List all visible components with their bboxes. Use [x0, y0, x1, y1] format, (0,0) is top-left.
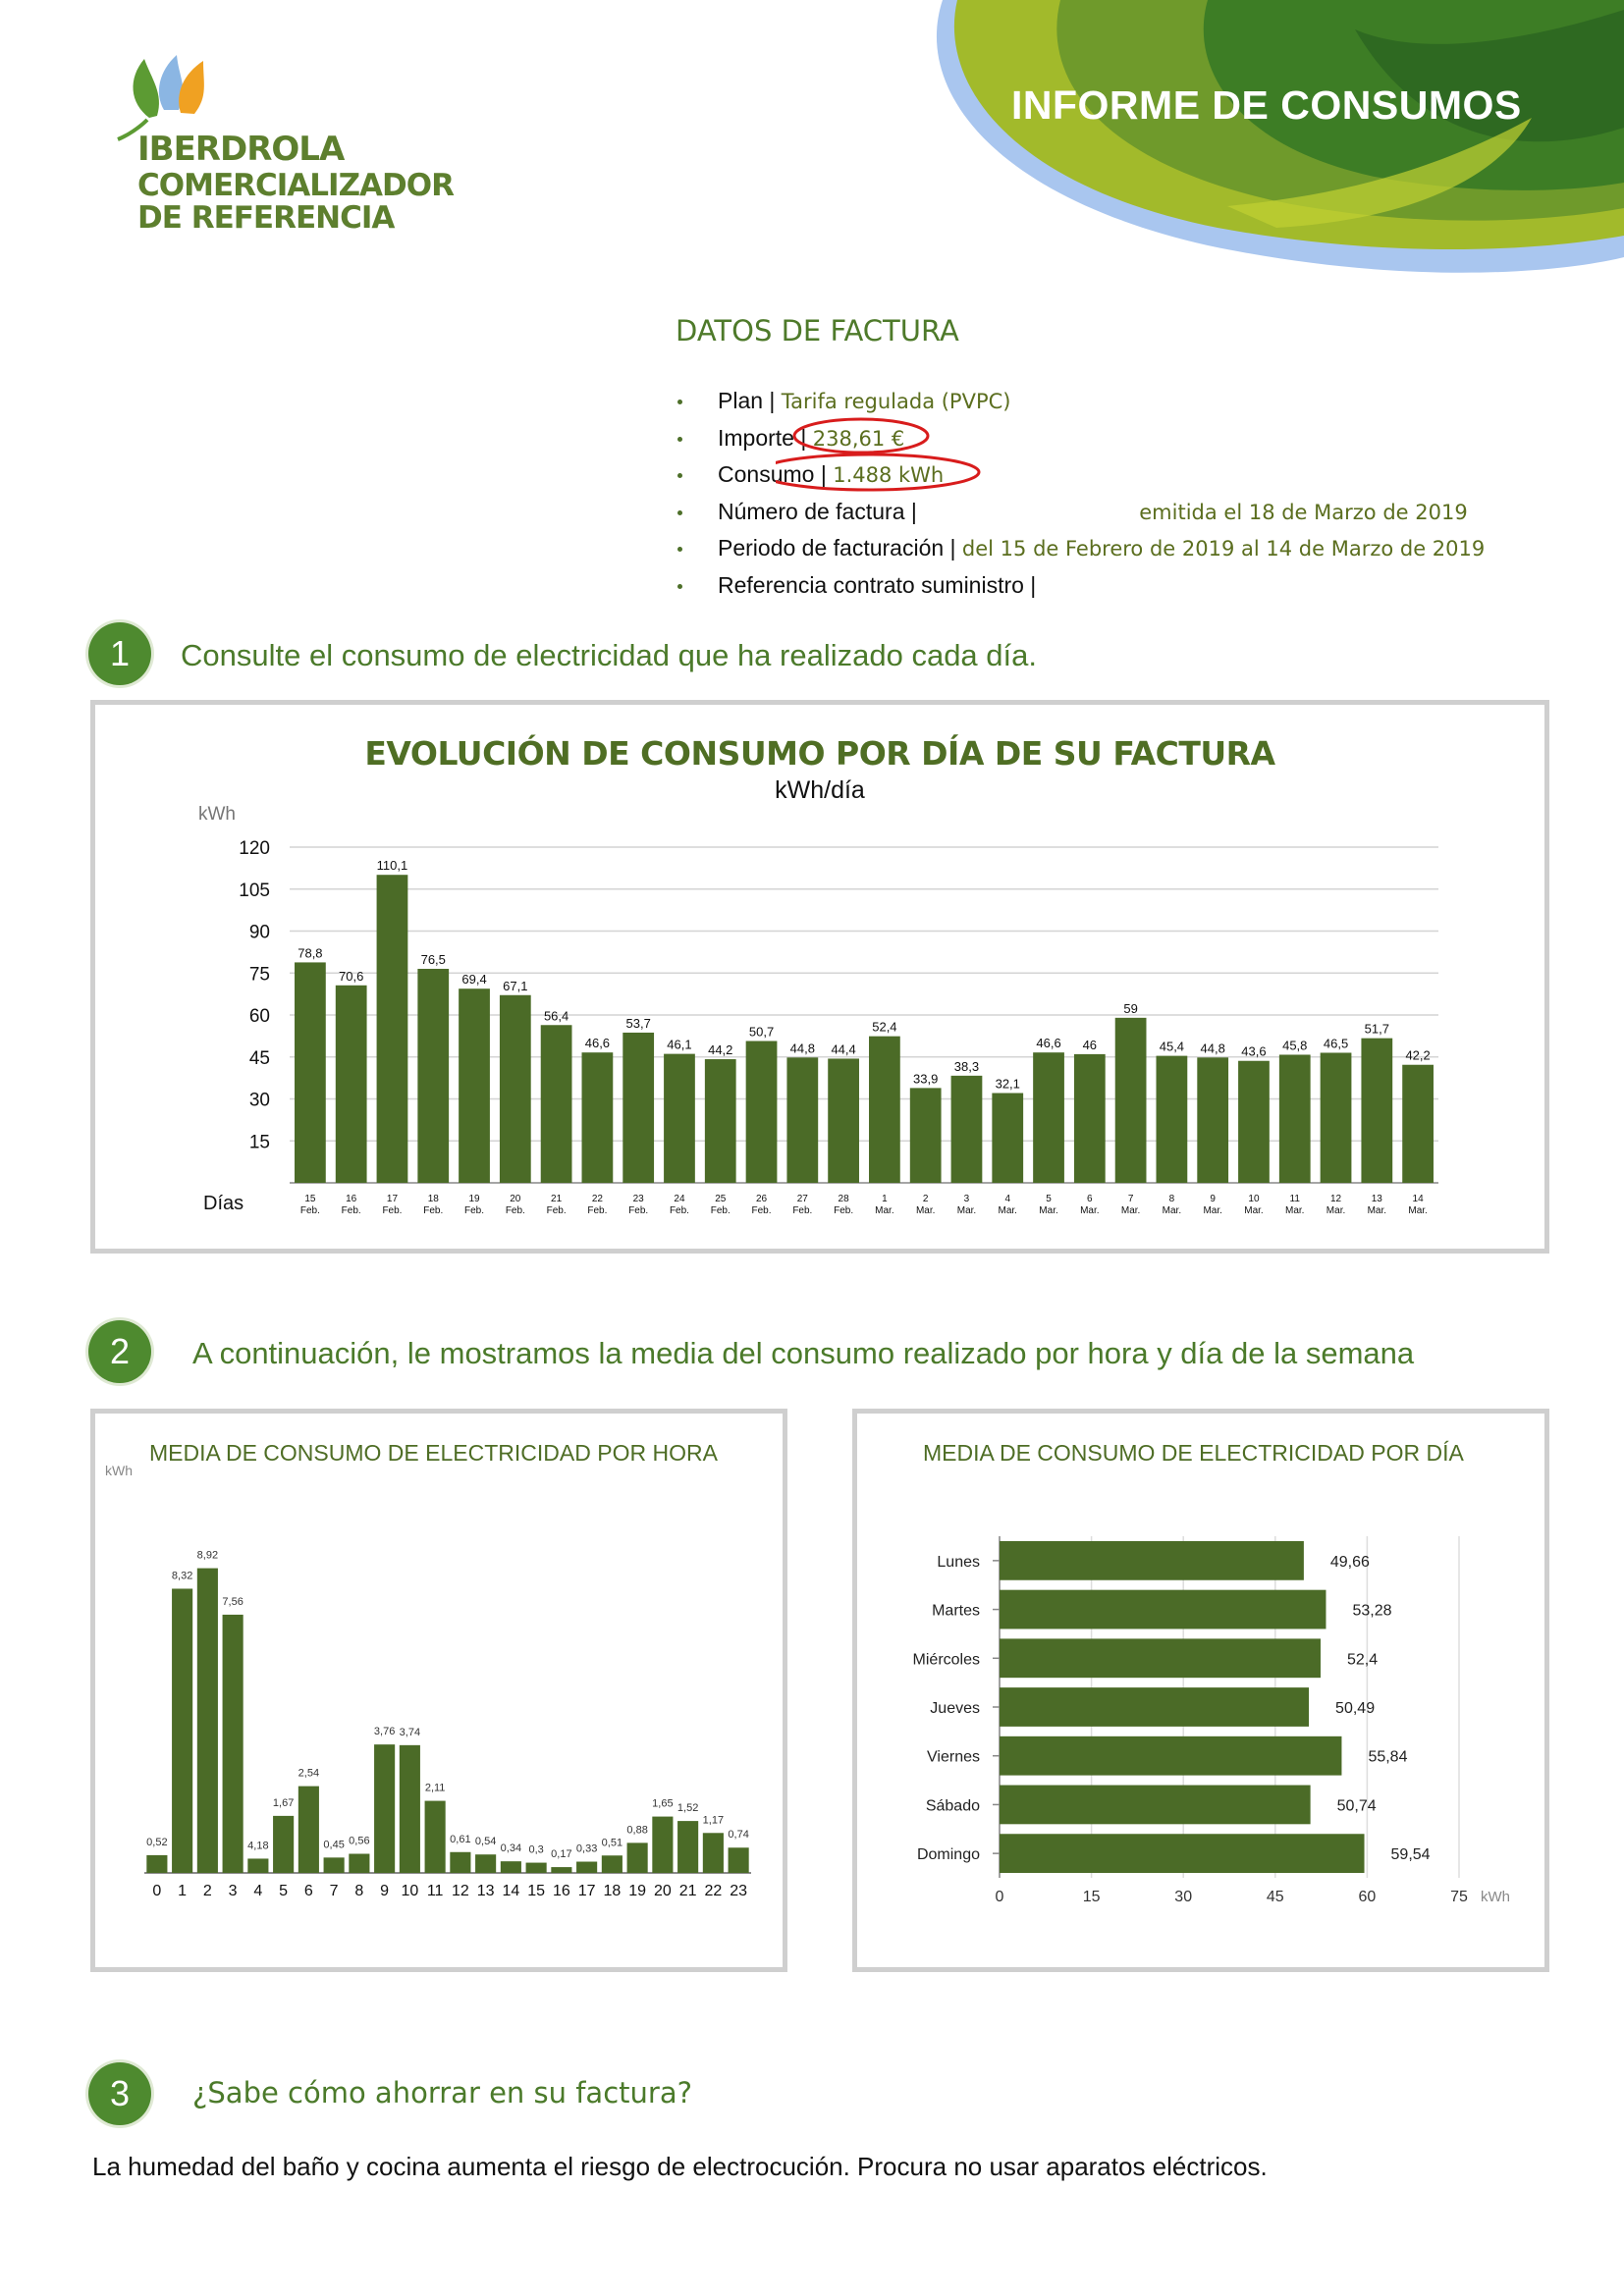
data-label: 70,6	[339, 968, 364, 984]
x-tick-label: 21	[678, 1883, 697, 1899]
x-tick-label: 0	[152, 1883, 162, 1899]
x-tick-month: Mar.	[915, 1205, 936, 1216]
bar	[992, 1094, 1023, 1183]
x-tick-day: 23	[632, 1194, 644, 1204]
data-label: 44,4	[831, 1041, 856, 1057]
y-tick-label: Sábado	[925, 1797, 980, 1815]
x-tick-month: Mar.	[998, 1205, 1017, 1216]
bar	[652, 1817, 673, 1873]
y-tick-label: 105	[239, 880, 270, 901]
bar	[705, 1059, 736, 1183]
y-tick-label: 90	[248, 922, 270, 943]
x-tick-month: Mar.	[1244, 1205, 1264, 1216]
y-tick-label: Miércoles	[912, 1651, 980, 1669]
data-label: 3,74	[399, 1726, 421, 1738]
y-tick-label: 120	[239, 838, 270, 859]
x-tick-day: 4	[1004, 1194, 1011, 1204]
data-label: 110,1	[376, 858, 408, 874]
bar	[1321, 1052, 1352, 1183]
bar	[501, 1861, 521, 1873]
x-tick-label: 15	[1082, 1889, 1101, 1905]
x-tick-month: Mar.	[1408, 1205, 1428, 1216]
x-tick-day: 16	[346, 1194, 357, 1204]
highlight-ellipses	[776, 410, 1011, 499]
x-tick-label: 30	[1174, 1889, 1193, 1905]
bar	[627, 1842, 648, 1873]
x-tick-day: 26	[755, 1194, 768, 1204]
x-tick-day: 20	[510, 1194, 521, 1204]
bar	[602, 1855, 623, 1873]
logo-subtitle-1: COMERCIALIZADOR	[137, 168, 454, 203]
data-label: 78,8	[298, 945, 323, 961]
x-tick-label: 75	[1450, 1889, 1468, 1905]
data-label: 46,6	[584, 1036, 611, 1051]
x-tick-label: 3	[228, 1883, 238, 1899]
x-tick-day: 18	[427, 1194, 439, 1204]
bar	[1000, 1638, 1321, 1678]
data-label: 1,52	[677, 1802, 699, 1815]
data-label: 56,4	[543, 1008, 569, 1024]
data-label: 52,4	[872, 1019, 897, 1035]
bar	[223, 1615, 244, 1873]
x-tick-month: Mar.	[1326, 1205, 1346, 1216]
bar	[1197, 1057, 1228, 1183]
data-label: 0,45	[323, 1839, 345, 1851]
data-label: 50,74	[1336, 1797, 1377, 1815]
x-tick-day: 27	[796, 1194, 808, 1204]
x-tick-day: 19	[468, 1194, 480, 1204]
bar	[459, 988, 490, 1183]
bar	[1361, 1039, 1392, 1183]
x-tick-day: 1	[882, 1194, 888, 1204]
x-tick-day: 11	[1289, 1194, 1300, 1204]
x-tick-month: Mar.	[956, 1205, 977, 1216]
data-label: 0,54	[474, 1836, 497, 1848]
invoice-number: Número de factura | emitida el 18 de Marzo de 2019	[674, 494, 1485, 531]
hourly-chart-frame	[90, 1409, 787, 1972]
bar	[729, 1847, 749, 1873]
data-label: 45,4	[1159, 1039, 1185, 1054]
data-label: 3,76	[373, 1726, 396, 1738]
x-tick-label: 11	[426, 1883, 444, 1899]
bar	[374, 1744, 395, 1873]
x-tick-label: 17	[577, 1883, 596, 1899]
bar	[623, 1033, 654, 1183]
data-label: 50,49	[1335, 1700, 1376, 1717]
data-label: 0,52	[146, 1836, 168, 1848]
weekday-chart-title: MEDIA DE CONSUMO DE ELECTRICIDAD POR DÍA	[923, 1440, 1464, 1466]
y-tick-label: Jueves	[930, 1700, 980, 1717]
x-tick-month: Feb.	[464, 1205, 485, 1216]
x-tick-day: 24	[674, 1194, 685, 1204]
bullet-icon	[677, 437, 682, 442]
x-axis-label: kWh	[1481, 1889, 1510, 1905]
x-tick-month: Feb.	[792, 1205, 813, 1216]
x-tick-month: Feb.	[299, 1205, 320, 1216]
bar	[425, 1801, 446, 1873]
x-tick-month: Feb.	[751, 1205, 772, 1216]
x-tick-day: 8	[1168, 1194, 1175, 1204]
bar	[1238, 1061, 1270, 1183]
y-tick-label: Viernes	[927, 1748, 980, 1766]
bullet-icon	[677, 473, 682, 478]
data-label: 33,9	[913, 1071, 939, 1087]
bar	[172, 1588, 192, 1873]
data-label: 1,17	[702, 1814, 725, 1827]
data-label: 1,65	[652, 1797, 674, 1810]
x-tick-month: Mar.	[1162, 1205, 1182, 1216]
bar	[910, 1088, 942, 1183]
step-2-number: 2	[88, 1320, 151, 1383]
bar	[450, 1852, 470, 1873]
y-tick-label: 15	[248, 1132, 270, 1153]
iberdrola-logo-icon	[110, 49, 218, 142]
data-label: 45,8	[1282, 1038, 1308, 1053]
data-label: 59,54	[1390, 1846, 1431, 1864]
x-tick-label: 10	[401, 1883, 419, 1899]
bar	[1000, 1687, 1309, 1727]
data-label: 55,84	[1368, 1748, 1408, 1766]
x-tick-day: 2	[922, 1194, 929, 1204]
data-label: 32,1	[995, 1076, 1020, 1092]
x-tick-label: 22	[704, 1883, 723, 1899]
data-label: 43,6	[1241, 1043, 1267, 1059]
bar	[400, 1745, 420, 1873]
data-label: 69,4	[461, 972, 487, 988]
x-tick-label: 20	[653, 1883, 672, 1899]
bar	[786, 1057, 818, 1183]
y-tick-label: Martes	[932, 1602, 980, 1620]
x-tick-day: 21	[551, 1194, 563, 1204]
data-label: 44,8	[1200, 1041, 1225, 1056]
data-label: 7,56	[222, 1595, 244, 1608]
x-tick-label: 45	[1266, 1889, 1284, 1905]
logo-subtitle-2: DE REFERENCIA	[137, 200, 395, 236]
weekday-chart-frame	[852, 1409, 1549, 1972]
x-tick-label: 9	[380, 1883, 390, 1899]
bar	[664, 1054, 695, 1183]
bar	[475, 1854, 496, 1873]
data-label: 46,6	[1036, 1036, 1061, 1051]
x-tick-month: Mar.	[1039, 1205, 1058, 1216]
x-tick-month: Mar.	[1367, 1205, 1387, 1216]
bar	[1000, 1590, 1326, 1629]
bar	[828, 1058, 859, 1183]
bar	[1000, 1541, 1304, 1580]
weekday-consumption-chart	[857, 1414, 1544, 1967]
data-label: 44,8	[789, 1041, 815, 1056]
bar	[295, 962, 326, 1183]
bar	[273, 1816, 294, 1873]
bullet-icon	[677, 510, 682, 515]
y-axis-label: kWh	[105, 1463, 133, 1478]
invoice-amount: Importe | 238,61 €	[674, 420, 1485, 457]
data-label: 8,92	[196, 1549, 219, 1562]
invoice-consumption: Consumo | 1.488 kWh	[674, 456, 1485, 494]
x-tick-day: 12	[1329, 1194, 1342, 1204]
data-label: 67,1	[503, 978, 528, 993]
x-tick-label: 60	[1358, 1889, 1377, 1905]
bar	[336, 986, 367, 1183]
x-axis-label: Días	[203, 1193, 244, 1214]
daily-consumption-chart	[95, 705, 1544, 1249]
x-tick-day: 14	[1412, 1194, 1424, 1204]
x-tick-month: Mar.	[875, 1205, 894, 1216]
x-tick-day: 6	[1087, 1194, 1093, 1204]
x-tick-month: Mar.	[1120, 1205, 1141, 1216]
x-tick-label: 13	[476, 1883, 495, 1899]
data-label: 2,54	[298, 1767, 320, 1780]
x-tick-month: Feb.	[710, 1205, 731, 1216]
x-tick-label: 12	[451, 1883, 469, 1899]
x-tick-label: 16	[552, 1883, 570, 1899]
y-tick-label: Lunes	[937, 1553, 980, 1571]
daily-chart-title: EVOLUCIÓN DE CONSUMO POR DÍA DE SU FACTURA	[364, 734, 1275, 773]
daily-chart-frame	[90, 700, 1549, 1254]
x-tick-label: 15	[527, 1883, 546, 1899]
x-tick-label: 0	[995, 1889, 1004, 1905]
x-tick-day: 28	[838, 1194, 849, 1204]
data-label: 53,7	[625, 1015, 651, 1031]
y-tick-label: 45	[248, 1047, 270, 1069]
x-tick-month: Feb.	[341, 1205, 361, 1216]
data-label: 2,11	[424, 1782, 446, 1794]
x-tick-label: 5	[279, 1883, 289, 1899]
x-tick-month: Feb.	[423, 1205, 444, 1216]
x-tick-month: Feb.	[587, 1205, 608, 1216]
bar	[576, 1862, 597, 1873]
step-2-text: A continuación, le mostramos la media del consumo realizado por hora y día de la semana	[192, 1336, 1415, 1370]
data-label: 8,32	[171, 1570, 193, 1582]
x-tick-month: Feb.	[546, 1205, 567, 1216]
report-title: INFORME DE CONSUMOS	[1011, 82, 1522, 128]
saving-tip: La humedad del baño y cocina aumenta el riesgo de electrocución. Procura no usar aparatos eléctricos.	[92, 2152, 1268, 2181]
data-label: 0,56	[349, 1835, 370, 1847]
x-tick-day: 3	[963, 1194, 970, 1204]
data-label: 0,34	[500, 1842, 522, 1855]
y-tick-label: 75	[248, 964, 270, 986]
bar	[298, 1787, 319, 1873]
bar	[146, 1855, 167, 1873]
step-3-text: ¿Sabe cómo ahorrar en su factura?	[192, 2076, 692, 2109]
data-label: 53,28	[1352, 1602, 1392, 1620]
bar	[324, 1857, 345, 1873]
bar	[869, 1037, 900, 1183]
hourly-chart-title: MEDIA DE CONSUMO DE ELECTRICIDAD POR HORA	[149, 1440, 718, 1466]
bar	[417, 969, 449, 1183]
bar	[1000, 1834, 1365, 1873]
bar	[526, 1863, 547, 1873]
data-label: 49,66	[1329, 1553, 1370, 1571]
logo-name: IBERDROLA	[137, 130, 345, 169]
bar	[951, 1076, 983, 1183]
x-tick-label: 14	[502, 1883, 520, 1899]
y-tick-label: 60	[248, 1006, 270, 1027]
x-tick-label: 23	[730, 1883, 748, 1899]
bar	[247, 1858, 268, 1873]
hourly-consumption-chart	[95, 1414, 783, 1967]
bar	[582, 1052, 614, 1183]
data-label: 51,7	[1364, 1021, 1389, 1037]
bar	[703, 1833, 724, 1873]
bar	[1115, 1018, 1147, 1183]
bullet-icon	[677, 547, 682, 552]
x-tick-day: 22	[591, 1194, 603, 1204]
data-label: 52,4	[1346, 1651, 1379, 1669]
x-tick-day: 13	[1371, 1194, 1382, 1204]
bar	[1279, 1054, 1311, 1183]
x-tick-day: 7	[1127, 1194, 1134, 1204]
y-tick-label: 30	[248, 1090, 270, 1111]
data-label: 59	[1123, 1000, 1138, 1016]
data-label: 0,88	[626, 1824, 648, 1837]
bar	[677, 1821, 698, 1873]
y-tick-label: Domingo	[916, 1846, 980, 1864]
invoice-plan: Plan | Tarifa regulada (PVPC)	[674, 383, 1485, 420]
bullet-icon	[677, 584, 682, 589]
x-tick-label: 19	[628, 1883, 647, 1899]
data-label: 38,3	[953, 1058, 980, 1074]
data-label: 46	[1082, 1037, 1098, 1052]
data-label: 0,3	[528, 1843, 544, 1856]
data-label: 50,7	[748, 1024, 775, 1040]
x-tick-label: 2	[202, 1883, 212, 1899]
data-label: 46,5	[1323, 1036, 1349, 1051]
x-tick-label: 18	[603, 1883, 622, 1899]
data-label: 1,67	[272, 1796, 295, 1809]
bar	[1033, 1052, 1064, 1183]
x-tick-label: 8	[354, 1883, 364, 1899]
y-axis-label: kWh	[198, 804, 236, 825]
data-label: 0,51	[601, 1837, 623, 1849]
x-tick-label: 7	[329, 1883, 339, 1899]
x-tick-month: Feb.	[669, 1205, 689, 1216]
daily-chart-subtitle: kWh/día	[775, 776, 865, 804]
step-1-text: Consulte el consumo de electricidad que ha realizado cada día.	[181, 638, 1037, 672]
bar	[1000, 1736, 1341, 1776]
step-1-number: 1	[88, 622, 151, 685]
x-tick-month: Feb.	[628, 1205, 649, 1216]
data-label: 0,33	[575, 1842, 598, 1855]
bar	[746, 1041, 778, 1183]
x-tick-month: Feb.	[382, 1205, 403, 1216]
x-tick-month: Mar.	[1203, 1205, 1222, 1216]
x-tick-label: 6	[303, 1883, 313, 1899]
x-tick-day: 9	[1210, 1194, 1216, 1204]
bar	[1157, 1056, 1188, 1183]
x-tick-label: 1	[178, 1883, 188, 1899]
data-label: 46,1	[667, 1037, 692, 1052]
bar	[500, 995, 531, 1183]
bar	[1074, 1054, 1106, 1183]
data-label: 0,17	[551, 1848, 572, 1861]
bar	[349, 1854, 369, 1873]
bar	[541, 1025, 572, 1183]
data-label: 4,18	[247, 1840, 269, 1852]
data-label: 76,5	[420, 951, 446, 967]
x-tick-day: 15	[304, 1194, 316, 1204]
bar	[377, 875, 408, 1183]
bar	[1402, 1065, 1434, 1183]
x-tick-day: 17	[386, 1194, 399, 1204]
x-tick-month: Feb.	[834, 1205, 854, 1216]
bullet-icon	[677, 400, 682, 404]
step-3-number: 3	[88, 2062, 151, 2125]
x-tick-day: 5	[1046, 1194, 1052, 1204]
data-label: 42,2	[1405, 1047, 1431, 1063]
bar	[197, 1569, 218, 1873]
data-label: 44,2	[708, 1042, 733, 1058]
invoice-heading: DATOS DE FACTURA	[676, 314, 959, 347]
x-tick-day: 10	[1248, 1194, 1260, 1204]
invoice-contract-ref: Referencia contrato suministro |	[674, 567, 1485, 605]
x-tick-label: 4	[253, 1883, 263, 1899]
x-tick-month: Mar.	[1080, 1205, 1100, 1216]
bar	[1000, 1786, 1311, 1825]
invoice-period: Periodo de facturación | del 15 de Febrero de 2019 al 14 de Marzo de 2019	[674, 530, 1485, 567]
x-tick-day: 25	[715, 1194, 727, 1204]
bar	[551, 1867, 571, 1873]
x-tick-month: Feb.	[505, 1205, 525, 1216]
data-label: 0,74	[728, 1829, 749, 1842]
data-label: 0,61	[450, 1833, 471, 1845]
x-tick-month: Mar.	[1285, 1205, 1305, 1216]
